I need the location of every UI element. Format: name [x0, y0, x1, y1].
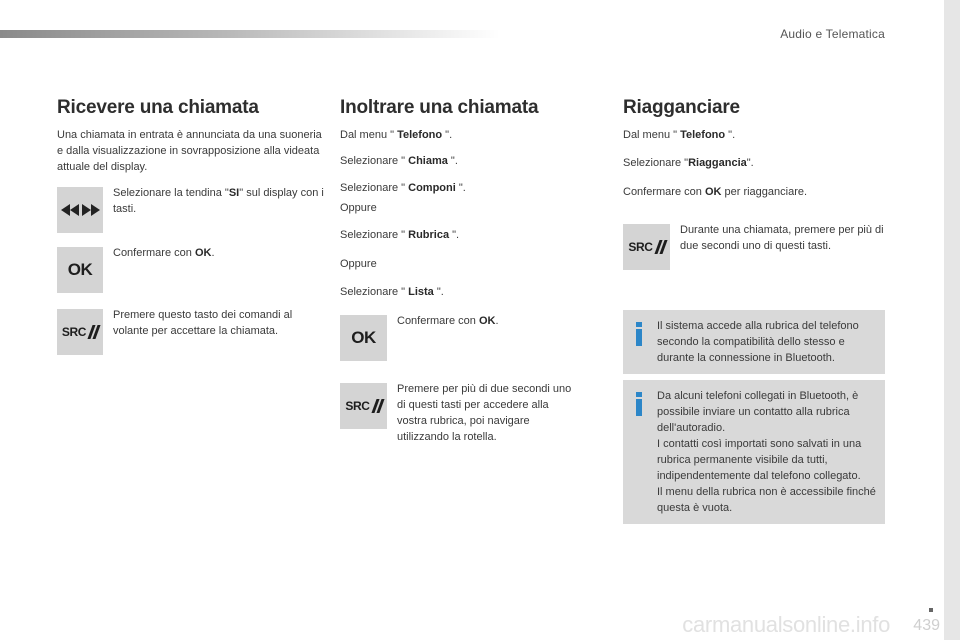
info-box-contacts-p2: I contatti così importati sono salvati in una rubrica permanente visibile da tutti, indipendentemente dal telefono collegato. — [657, 438, 862, 482]
column-receive-call — [57, 97, 325, 355]
arrow-keys-icon — [57, 187, 103, 233]
make-call-oppure2: Oppure — [340, 258, 377, 270]
make-call-open-phonebook-text: Premere per più di due secondi uno di questi tasti per accedere alla vostra rubrica, poi navigare utilizzando la rotella. — [397, 383, 572, 443]
src-key-icon: SRC — [340, 383, 387, 429]
heading-hang-up: Riagganciare — [623, 97, 740, 118]
heading-make-call: Inoltrare una chiamata — [340, 97, 539, 118]
info-icon — [636, 322, 642, 346]
hang-up-step-src-text: Durante una chiamata, premere per più di due secondi uno di questi tasti. — [680, 224, 884, 252]
make-call-confirm-ok-text: Confermare con OK. — [397, 315, 499, 327]
hang-up-line2: Selezionare "Riaggancia". — [623, 157, 754, 169]
section-title: Audio e Telematica — [780, 27, 885, 41]
step-accept-call-text: Premere questo tasto dei comandi al volante per accettare la chiamata. — [113, 309, 293, 337]
hang-up-step-src — [623, 224, 888, 270]
make-call-line2: Selezionare " Chiama ". — [340, 155, 458, 167]
make-call-open-phonebook — [340, 383, 590, 445]
receive-call-intro: Una chiamata in entrata è annunciata da una suoneria e dalla visualizzazione in sovrapposizione alla videata attuale del display. — [57, 129, 322, 173]
info-icon — [636, 392, 642, 416]
watermark: carmanualsonline.info — [682, 612, 890, 637]
info-box-compatibility — [623, 310, 885, 374]
make-call-line4: Selezionare " Rubrica ". — [340, 229, 460, 241]
hang-up-line1: Dal menu " Telefono ". — [623, 129, 736, 141]
heading-receive-call: Ricevere una chiamata — [57, 97, 259, 118]
page-marker — [929, 608, 933, 612]
header-bar — [0, 30, 500, 38]
step-accept-call — [57, 309, 325, 355]
make-call-confirm-ok — [340, 315, 590, 361]
side-strip — [944, 0, 960, 640]
step-confirm-ok-text: Confermare con OK. — [113, 247, 215, 259]
info-box-contacts-p1: Da alcuni telefoni collegati in Bluetooth, è possibile inviare un contatto alla rubrica dell'autoradio. — [657, 390, 859, 434]
column-make-call — [340, 97, 590, 445]
page-number: 439 — [913, 617, 940, 634]
step-select-si — [57, 187, 325, 233]
src-key-icon: SRC — [623, 224, 670, 270]
make-call-line3: Selezionare " Componi ". — [340, 182, 466, 194]
make-call-oppure1: Oppure — [340, 202, 377, 214]
info-box-contacts-p3: Il menu della rubrica non è accessibile finché questa è vuota. — [657, 486, 876, 514]
src-key-icon: SRC — [57, 309, 103, 355]
column-hang-up — [623, 97, 888, 524]
ok-key-icon: OK — [57, 247, 103, 293]
step-confirm-ok — [57, 247, 325, 293]
ok-key-icon: OK — [340, 315, 387, 361]
make-call-line5: Selezionare " Lista ". — [340, 286, 444, 298]
info-box-contacts — [623, 380, 885, 524]
hang-up-line3: Confermare con OK per riagganciare. — [623, 186, 808, 198]
step-select-si-text: Selezionare la tendina "SI" sul display con i tasti. — [113, 187, 324, 215]
make-call-line1: Dal menu " Telefono ". — [340, 129, 453, 141]
info-box-compatibility-text: Il sistema accede alla rubrica del telefono secondo la compatibilità dello stesso e durante la connessione in Bluetooth. — [657, 320, 859, 364]
